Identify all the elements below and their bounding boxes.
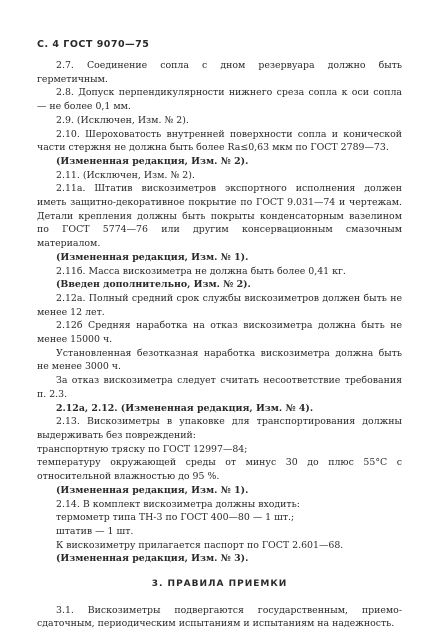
document-body (37, 59, 402, 631)
clause-paragraph: За отказ вискозиметра следует считать несоответствие требования п. 2.3. (37, 375, 402, 400)
clause-2-9: 2.9. (Исключен, Изм. № 2). (56, 114, 189, 126)
clause-3-1: 3.1. Вискозиметры подвергаются государственным, приемо-сдаточным, периодическим испытаниям и испытаниям на надежность. (37, 604, 402, 630)
clause-2-7: 2.7. Соединение сопла с дном резервуара должно быть герметичным. (37, 60, 402, 85)
clause-2-8: 2.8. Допуск перпендикулярности нижнего среза сопла к оси сопла — не более 0,1 мм. (37, 87, 402, 113)
clause-2-10: 2.10. Шероховатость внутренней поверхности сопла и конической части стержня не должна быть более Ra≤0,63 мкм по ГОСТ 2789—73. (37, 128, 402, 154)
amendment-note: (Введен дополнительно, Изм. № 2). (56, 279, 251, 291)
amendment-note: (Измененная редакция, Изм. № 2). (56, 155, 249, 167)
clause-2-11b: 2.11б. Масса вискозиметра не должна быть более 0,41 кг. (56, 265, 346, 277)
list-item: штатив — 1 шт. (56, 525, 134, 537)
clause-2-14: 2.14. В комплект вискозиметра должны входить: (56, 498, 300, 510)
clause-2-11: 2.11. (Исключен, Изм. № 2). (56, 169, 195, 181)
amendment-note: (Измененная редакция, Изм. № 1). (56, 251, 249, 263)
clause-paragraph: Установленная безотказная наработка вискозиметра должна быть не менее 3000 ч. (37, 347, 402, 373)
clause-2-12a: 2.12а. Полный средний срок службы вискозиметров должен быть не менее 12 лет. (37, 292, 402, 318)
clause-2-13: 2.13. Вискозиметры в упаковке для транспортирования должны выдерживать без повреждений: (37, 416, 402, 441)
clause-paragraph: К вискозиметру прилагается паспорт по ГОСТ 2.601—68. (56, 539, 344, 551)
list-item: термометр типа ТН-3 по ГОСТ 400—80 — 1 шт.; (56, 512, 295, 524)
clause-2-11a: 2.11а. Штатив вискозиметров экспортного исполнения должен иметь защитно-декоративное покрытие по ГОСТ 9.031—74 и чертежам. Детали крепления должны быть покрыты конденсаторным вазелином по ГОСТ 5774—76 или другим консервационным смазочным материалом. (37, 183, 402, 250)
section-title: 3. ПРАВИЛА ПРИЕМКИ (151, 579, 288, 590)
clause-paragraph: транспортную тряску по ГОСТ 12997—84; (37, 443, 248, 455)
amendment-note: (Измененная редакция, Изм. № 3). (56, 553, 249, 565)
amendment-note: (Измененная редакция, Изм. № 1). (56, 484, 249, 496)
amendment-note: 2.12а, 2.12. (Измененная редакция, Изм. № 4). (56, 402, 314, 414)
page-header: С. 4 ГОСТ 9070—75 (37, 39, 150, 50)
clause-2-12b: 2.12б Средняя наработка на отказ вискозиметра должна быть не менее 15000 ч. (37, 320, 402, 346)
clause-paragraph: температуру окружающей среды от минус 30 до плюс 55°C с относительной влажностью до 95 %. (37, 457, 402, 483)
